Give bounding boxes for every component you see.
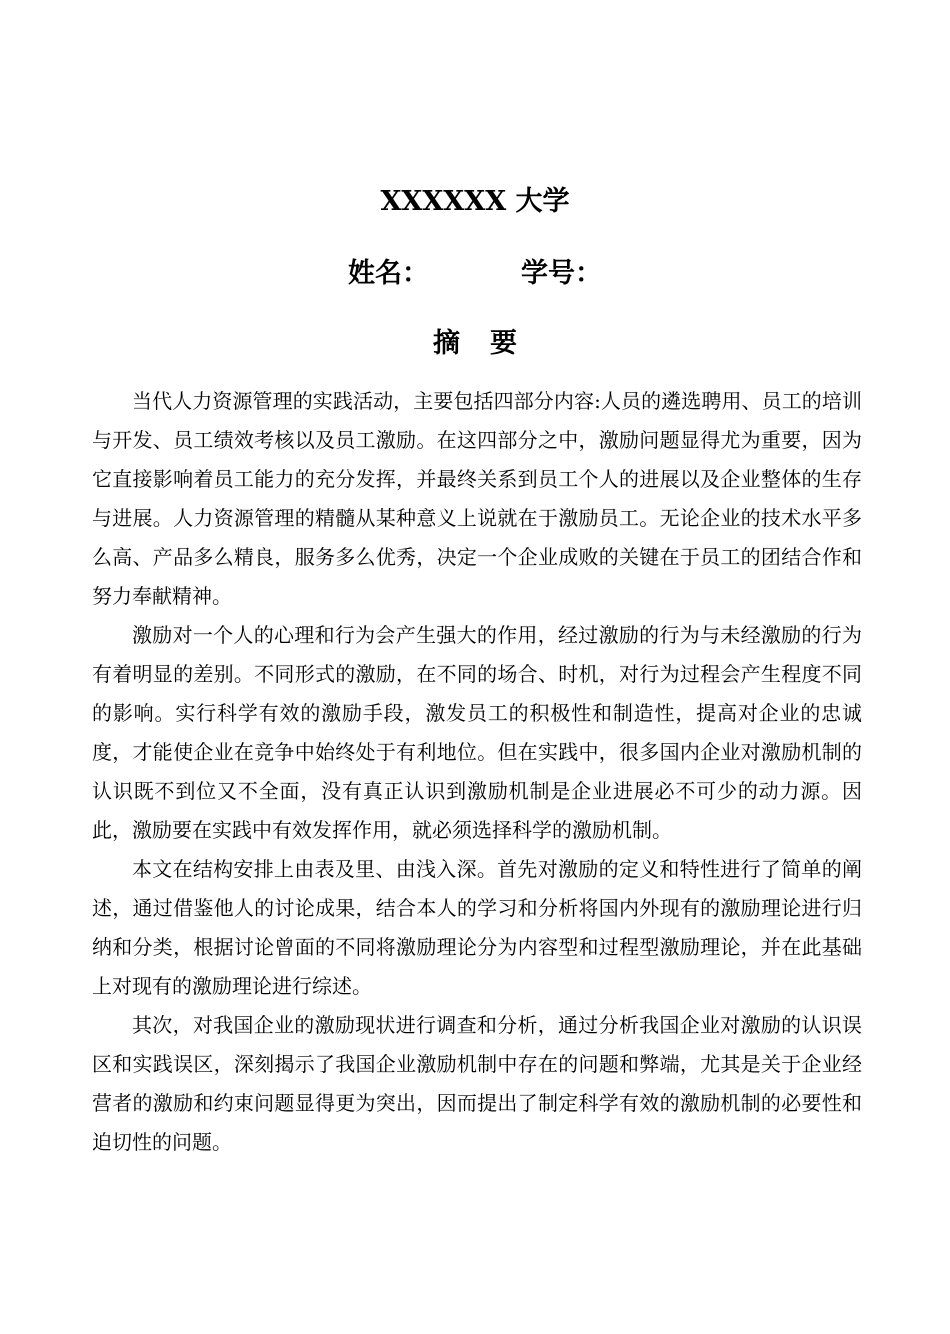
abstract-paragraph: 当代人力资源管理的实践活动，主要包括四部分内容:人员的遴选聘用、员工的培训与开发、员工绩效考核以及员工激励。在这四部分之中，激励问题显得尤为重要，因为它直接影响着员工能力的充分发挥，并最终关系到员工个人的进展以及企业整体的生存与进展。人力资源管理的精髓从某种意义上说就在于激励员工。无论企业的技术水平多么高、产品多么精良，服务多么优秀，决定一个企业成败的关键在于员工的团结合作和努力奉献精神。 — [92, 389, 862, 608]
abstract-body — [92, 382, 862, 1162]
name-label: 姓名： — [348, 258, 429, 289]
student-id-label: 学号： — [521, 258, 602, 289]
abstract-paragraph: 本文在结构安排上由表及里、由浅入深。首先对激励的定义和特性进行了简单的阐述，通过借鉴他人的讨论成果，结合本人的学习和分析将国内外现有的激励理论进行归纳和分类，根据讨论曾面的不同将激励理论分为内容型和过程型激励理论，并在此基础上对现有的激励理论进行综述。 — [92, 857, 862, 998]
student-info-line — [0, 256, 950, 292]
abstract-title: 摘要 — [433, 328, 547, 359]
abstract-paragraph: 激励对一个人的心理和行为会产生强大的作用，经过激励的行为与未经激励的行为有着明显的差别。不同形式的激励，在不同的场合、时机，对行为过程会产生程度不同的影响。实行科学有效的激励手段，激发员工的积极性和制造性，提高对企业的忠诚度，才能使企业在竞争中始终处于有利地位。但在实践中，很多国内企业对激励机制的认识既不到位又不全面，没有真正认识到激励机制是企业进展必不可少的动力源。因此，激励要在实践中有效发挥作用，就必须选择科学的激励机制。 — [92, 623, 862, 842]
university-title: XXXXXX 大学 — [380, 186, 570, 217]
abstract-paragraph: 其次，对我国企业的激励现状进行调查和分析，通过分析我国企业对激励的认识误区和实践误区，深刻揭示了我国企业激励机制中存在的问题和弊端，尤其是关于企业经营者的激励和约束问题显得更为突出，因而提出了制定科学有效的激励机制的必要性和迫切性的问题。 — [92, 1013, 862, 1154]
